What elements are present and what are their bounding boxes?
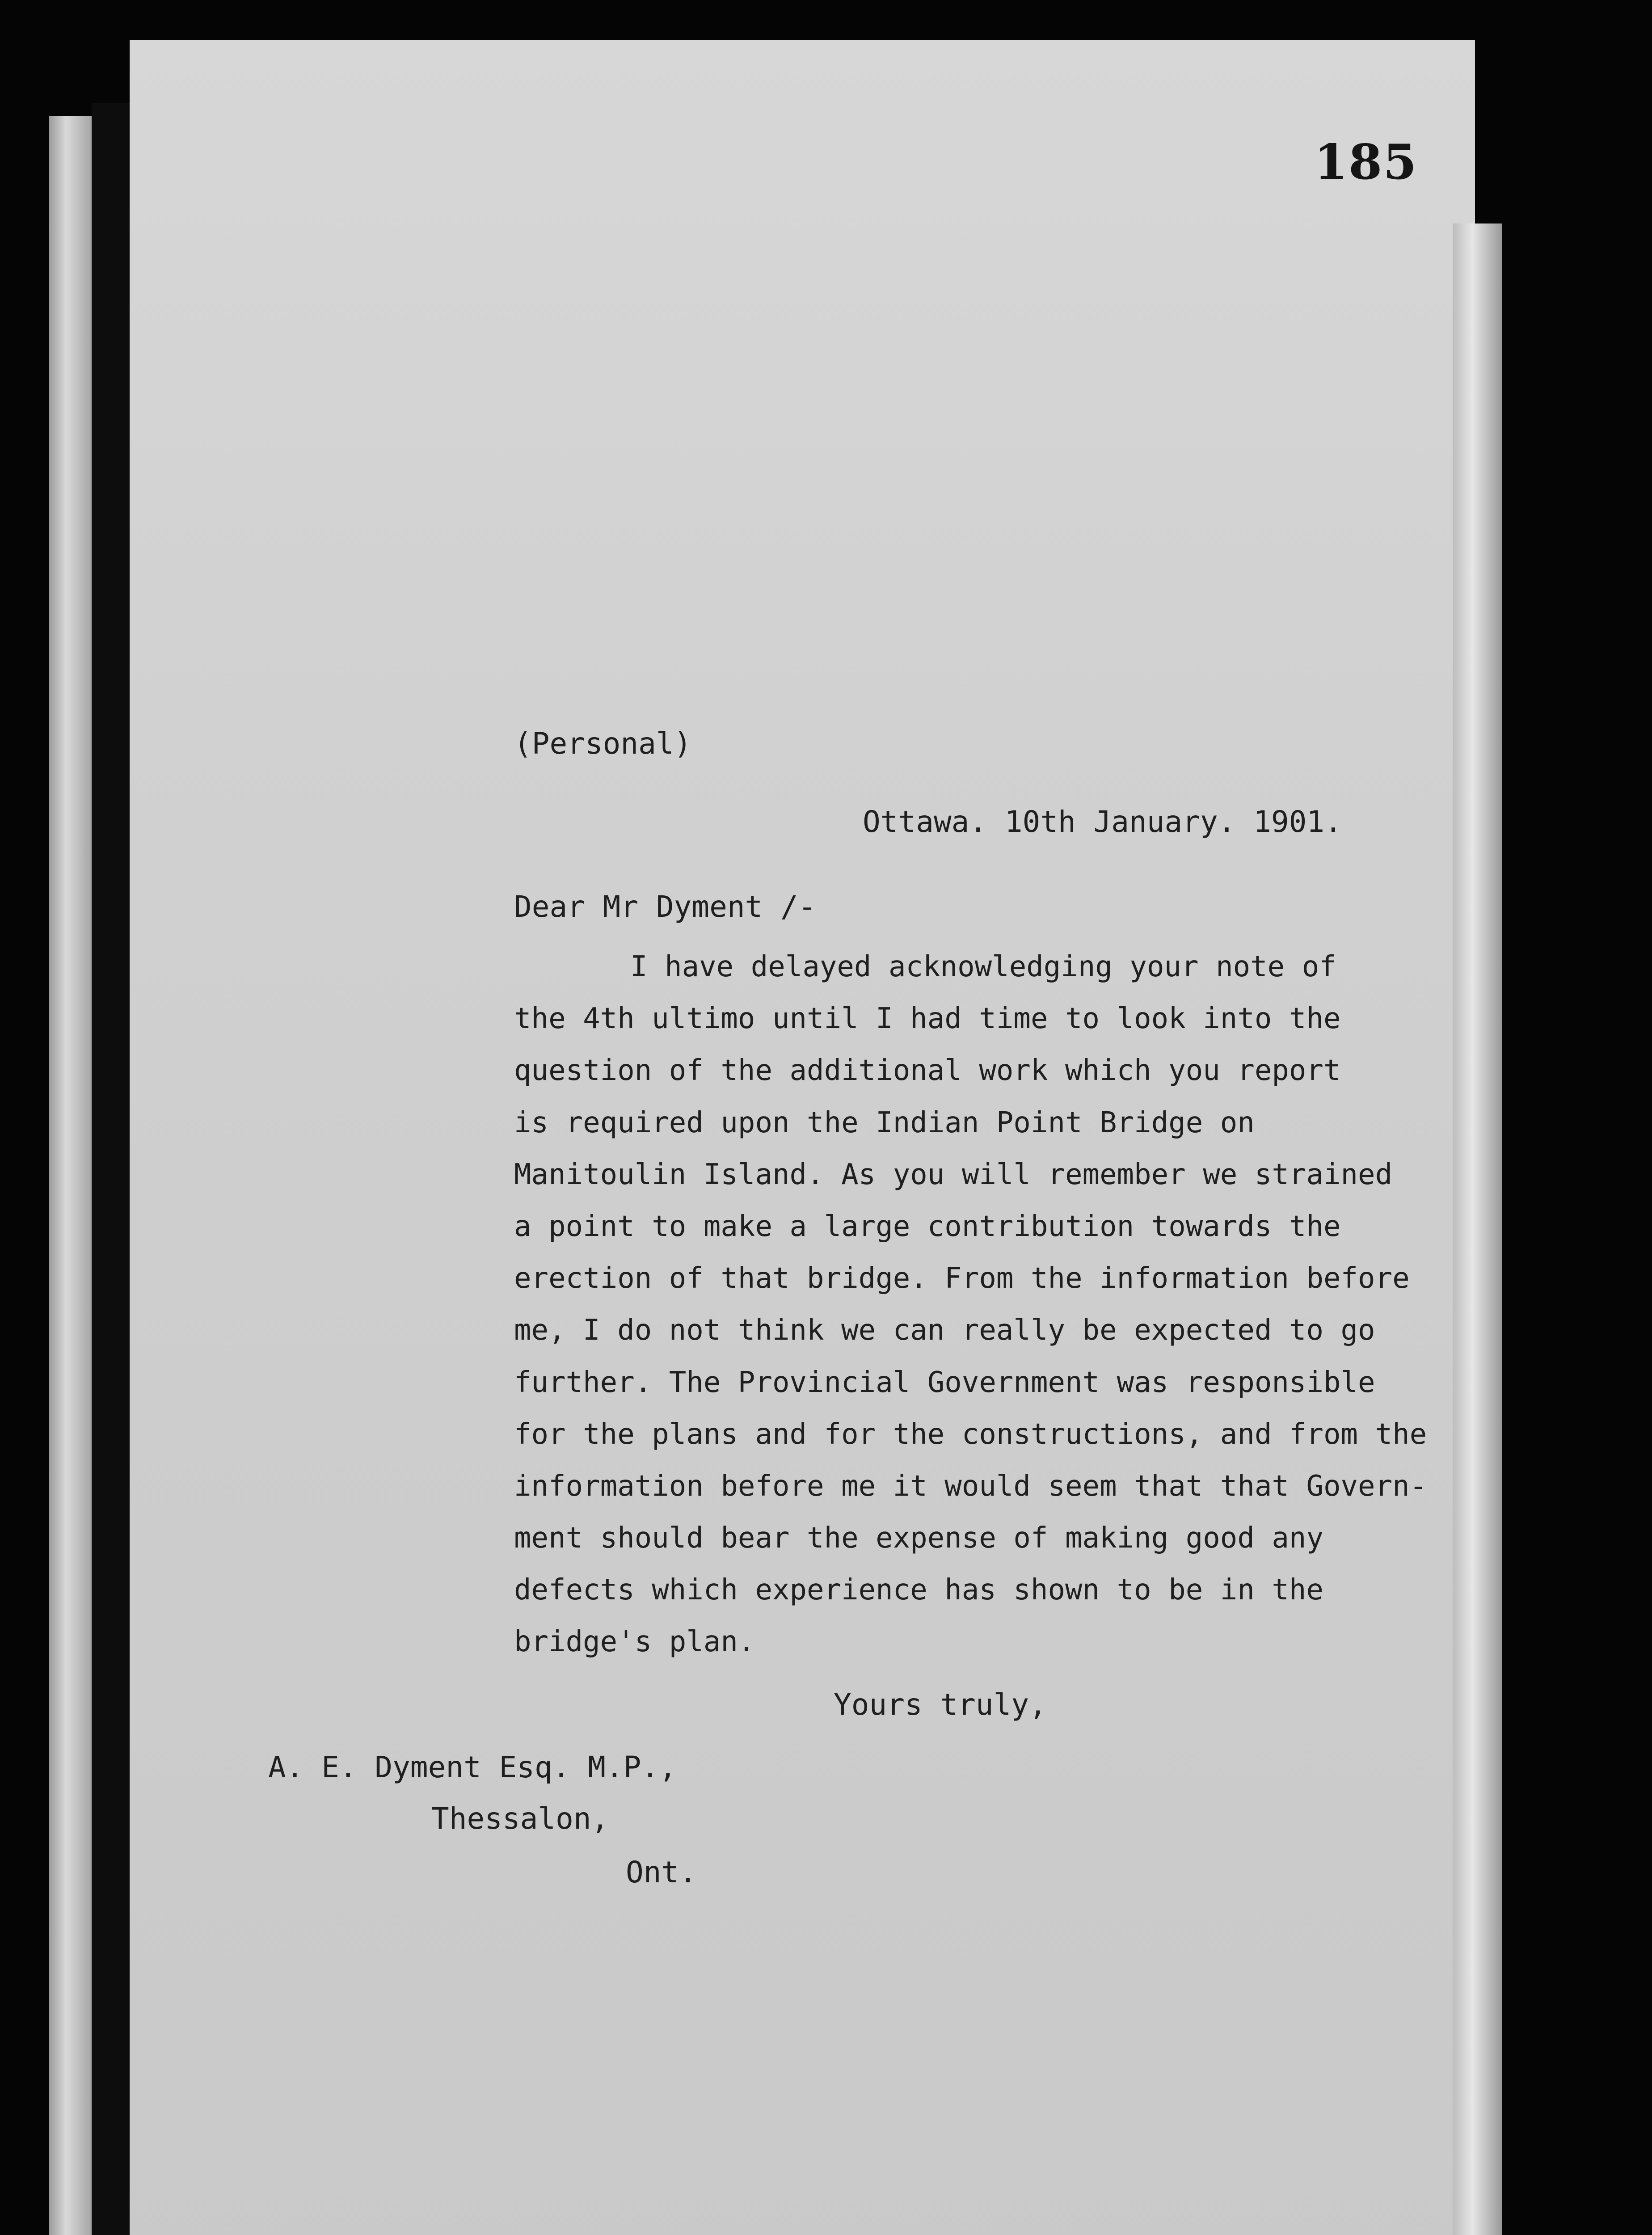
body-line: a point to make a large contribution towards the [514,1210,1341,1243]
place-date: Ottawa. 10th January. 1901. [863,805,1342,839]
film-edge-strip [49,116,92,2235]
body-line: bridge's plan. [514,1625,755,1659]
addressee-town: Thessalon, [431,1801,609,1836]
body-line: I have delayed acknowledging your note of [630,950,1336,983]
body-line: for the plans and for the constructions, and from the [514,1417,1427,1451]
letter-body [514,941,1427,1668]
personal-marking: (Personal) [514,726,692,761]
body-line: ment should bear the expense of making good any [514,1522,1323,1555]
sheet-edge-shadow [1453,224,1502,2235]
body-line: defects which experience has shown to be in the [514,1573,1323,1607]
body-line: the 4th ultimo until I had time to look into the [514,1002,1341,1036]
addressee-province: Ont. [626,1855,697,1889]
body-line: Manitoulin Island. As you will remember we strained [514,1158,1393,1191]
page-number: 185 [1314,134,1418,190]
salutation: Dear Mr Dyment /- [514,890,816,924]
closing: Yours truly, [834,1687,1047,1722]
body-line: information before me it would seem that that Govern- [514,1469,1427,1503]
body-line: is required upon the Indian Point Bridge on [514,1106,1255,1139]
body-line: question of the additional work which you report [514,1054,1341,1088]
addressee-name: A. E. Dyment Esq. M.P., [268,1750,677,1784]
body-line: further. The Provincial Government was responsible [514,1366,1375,1399]
body-line: erection of that bridge. From the information before [514,1262,1410,1295]
body-line: me, I do not think we can really be expected to go [514,1314,1375,1347]
